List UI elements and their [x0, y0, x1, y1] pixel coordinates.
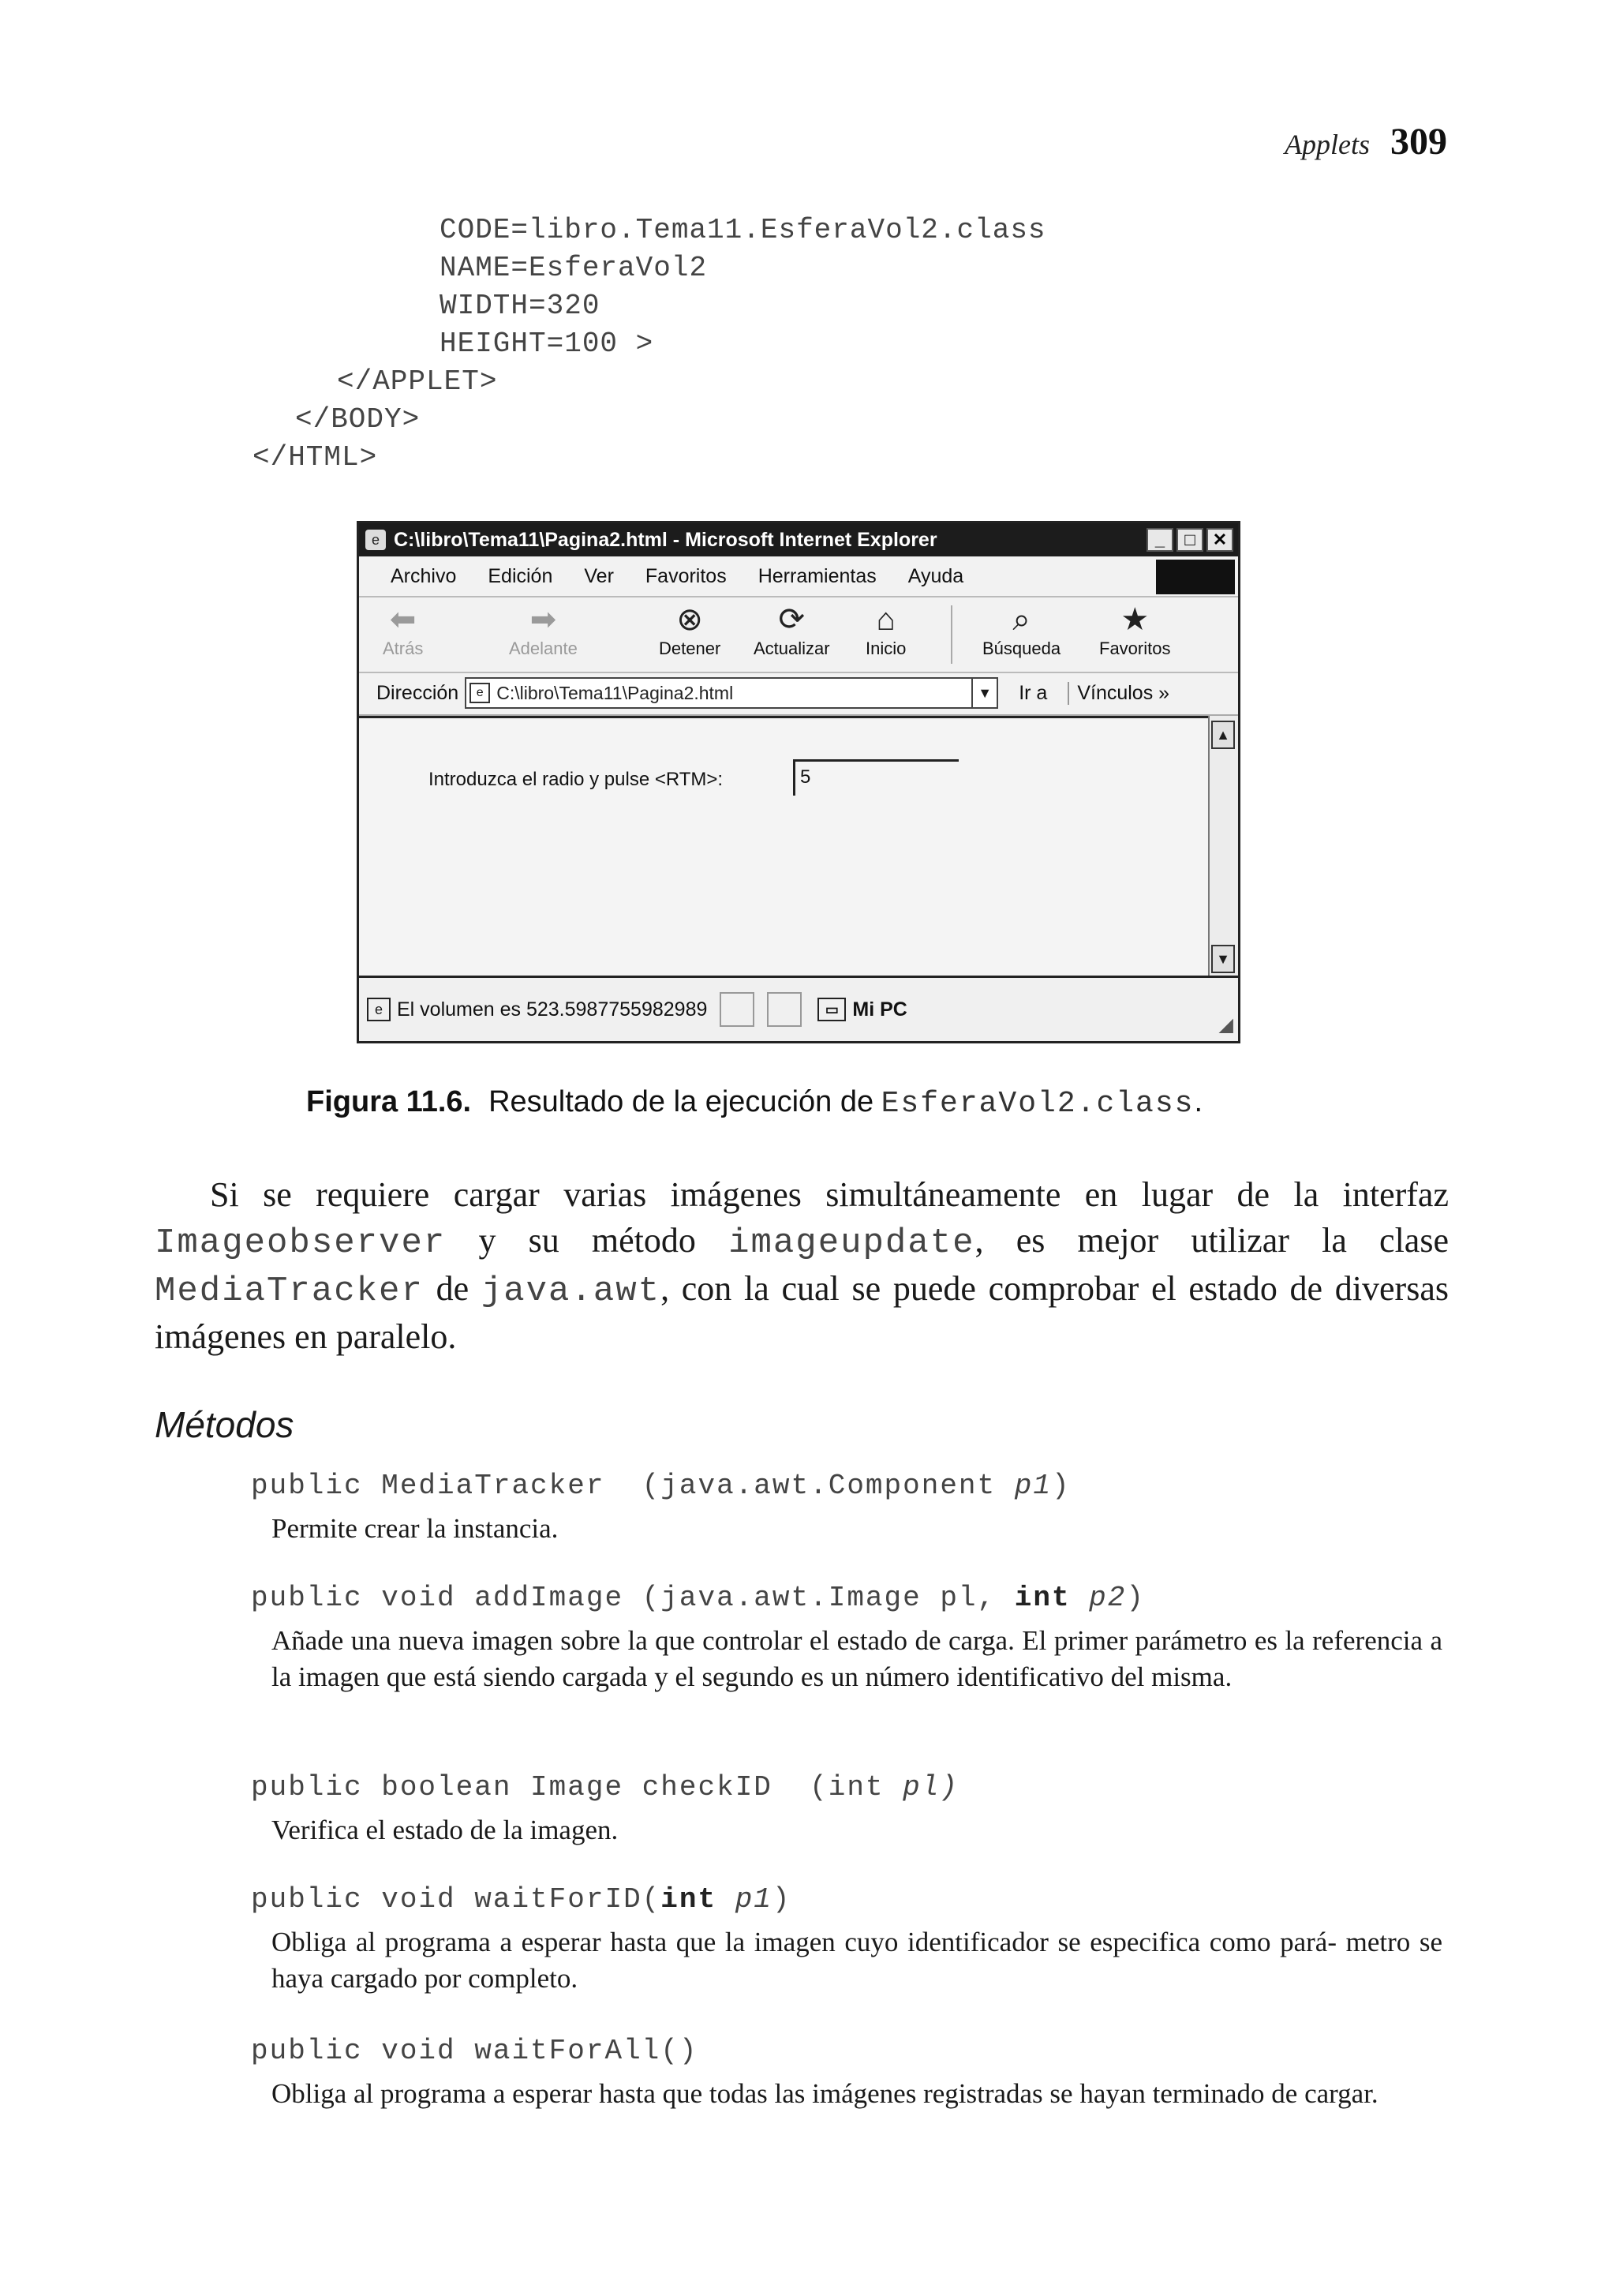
search-label: Búsqueda	[982, 639, 1061, 658]
zone-label: Mi PC	[852, 998, 907, 1021]
computer-icon: ▭	[817, 998, 846, 1021]
code-line: </APPLET>	[337, 365, 498, 398]
signature-text: public void waitForAll()	[251, 2035, 698, 2067]
page-icon: e	[469, 683, 490, 703]
forward-label: Adelante	[509, 639, 578, 658]
scroll-down-icon[interactable]: ▼	[1211, 945, 1235, 973]
page-number: 309	[1390, 121, 1447, 163]
running-title: Applets	[1285, 129, 1370, 160]
signature-text: public MediaTracker (java.awt.Component	[251, 1470, 1015, 1502]
caption-end: .	[1194, 1085, 1203, 1118]
menu-ayuda[interactable]: Ayuda	[907, 564, 964, 587]
method-signature	[251, 1771, 959, 1803]
search-button[interactable]	[982, 601, 1060, 659]
stop-icon: ⊗	[676, 602, 703, 637]
address-bar	[359, 672, 1238, 716]
code-line: HEIGHT=100 >	[440, 328, 654, 360]
favorites-button[interactable]	[1099, 601, 1170, 659]
method-signature	[251, 1470, 1071, 1502]
method-description: Añade una nueva imagen sobre la que controlar el estado de carga. El primer parámetro es la referencia a la imagen que está siendo cargada y el segundo es un número identificativo del misma.	[271, 1625, 1442, 1692]
signature-param: p1	[1014, 1470, 1052, 1502]
menu-archivo[interactable]: Archivo	[391, 564, 457, 587]
menu-ver[interactable]: Ver	[584, 564, 614, 587]
paragraph-text: de	[423, 1269, 481, 1308]
favorites-label: Favoritos	[1099, 639, 1171, 658]
window-titlebar	[359, 523, 1238, 556]
address-value: C:\libro\Tema11\Pagina2.html	[496, 682, 734, 703]
refresh-label: Actualizar	[754, 639, 830, 658]
menu-edicion[interactable]: Edición	[488, 564, 553, 587]
back-arrow-icon: ⬅	[389, 602, 417, 637]
browser-window-screenshot	[357, 521, 1240, 1043]
signature-text: )	[772, 1883, 791, 1916]
forward-arrow-icon: ➡	[529, 602, 557, 637]
back-button[interactable]	[383, 601, 423, 659]
stop-button[interactable]	[659, 601, 720, 659]
close-icon[interactable]: ✕	[1206, 528, 1233, 552]
section-heading: Métodos	[155, 1404, 294, 1445]
menu-bar	[359, 556, 1238, 597]
signature-text: public void waitForID(	[251, 1883, 661, 1916]
paragraph-text: , es mejor utilizar la clase	[974, 1221, 1449, 1260]
page-content	[359, 716, 1210, 979]
signature-text: public boolean Image checkID (int	[251, 1771, 903, 1803]
home-label: Inicio	[866, 639, 907, 658]
inline-code: imageupdate	[728, 1223, 975, 1263]
go-button[interactable]: Ir a	[1019, 681, 1048, 704]
menu-favoritos[interactable]: Favoritos	[645, 564, 727, 587]
code-line: WIDTH=320	[440, 290, 600, 322]
paragraph-text: , con la cual se puede comprobar el estado de diversas imágenes en paralelo.	[155, 1269, 1449, 1356]
address-label: Dirección	[376, 681, 459, 704]
method-description: Obliga al programa a esperar hasta que todas las imágenes registradas se hayan terminado de cargar.	[271, 2078, 1378, 2109]
window-title: C:\libro\Tema11\Pagina2.html - Microsoft Internet Explorer	[394, 528, 937, 551]
security-zone	[817, 998, 907, 1021]
home-icon: ⌂	[876, 602, 896, 637]
signature-param: p1	[716, 1883, 772, 1916]
signature-keyword: int	[660, 1883, 717, 1916]
resize-grip-icon[interactable]: ◢	[1218, 1014, 1233, 1036]
address-input[interactable]	[465, 677, 998, 709]
window-controls	[1147, 528, 1233, 552]
refresh-button[interactable]	[754, 601, 830, 659]
back-label: Atrás	[383, 639, 424, 658]
search-icon: ⌕	[1012, 602, 1031, 637]
signature-text: )	[1051, 1470, 1071, 1502]
scroll-up-icon[interactable]: ▲	[1211, 721, 1235, 749]
radius-input[interactable]: 5	[793, 759, 959, 796]
status-text: El volumen es 523.5987755982989	[397, 998, 708, 1021]
toolbar	[359, 597, 1238, 673]
method-signature	[251, 1883, 791, 1916]
running-head	[1285, 120, 1447, 163]
ie-logo-icon: e	[365, 530, 386, 550]
paragraph-text: y su método	[446, 1221, 729, 1260]
signature-param: p2	[1070, 1582, 1127, 1614]
links-button[interactable]: Vínculos »	[1068, 682, 1169, 705]
code-line: </HTML>	[252, 441, 378, 474]
menu-herramientas[interactable]: Herramientas	[758, 564, 877, 587]
paragraph-text: Si se requiere cargar varias imágenes simultáneamente en lugar de la interfaz	[210, 1175, 1449, 1214]
favorites-folder-icon: ★	[1120, 602, 1150, 637]
minimize-icon[interactable]: _	[1147, 528, 1173, 552]
method-signature	[251, 1582, 1145, 1614]
body-paragraph	[155, 1172, 1449, 1360]
forward-button[interactable]	[509, 601, 578, 659]
signature-keyword: int	[1014, 1582, 1071, 1614]
inline-code: Imageobserver	[155, 1223, 447, 1263]
caption-label: Figura 11.6.	[306, 1085, 472, 1118]
status-bar	[359, 976, 1238, 1041]
figure-caption	[306, 1084, 1203, 1121]
method-description: Verifica el estado de la imagen.	[271, 1815, 619, 1845]
code-line: NAME=EsferaVol2	[440, 252, 708, 284]
refresh-icon: ⟳	[778, 602, 806, 637]
chevron-down-icon[interactable]: ▼	[971, 679, 997, 707]
home-button[interactable]	[866, 601, 906, 659]
method-signature	[251, 2035, 698, 2067]
caption-code: EsferaVol2.class	[881, 1087, 1195, 1121]
stop-label: Detener	[659, 639, 721, 658]
caption-text: Resultado de la ejecución de	[488, 1085, 874, 1118]
vertical-scrollbar[interactable]	[1208, 716, 1238, 976]
maximize-icon[interactable]: □	[1176, 528, 1203, 552]
applet-prompt: Introduzca el radio y pulse <RTM>:	[428, 769, 724, 790]
method-description: Permite crear la instancia.	[271, 1513, 559, 1544]
signature-param: pl)	[903, 1771, 959, 1803]
windows-throbber-icon	[1156, 560, 1235, 594]
signature-text: public void addImage (java.awt.Image pl,	[251, 1582, 1015, 1614]
toolbar-separator	[951, 605, 952, 664]
inline-code: MediaTracker	[155, 1272, 424, 1311]
code-line: CODE=libro.Tema11.EsferaVol2.class	[440, 214, 1046, 246]
inline-code: java.awt	[481, 1272, 661, 1311]
code-line: </BODY>	[295, 403, 421, 436]
signature-text: )	[1126, 1582, 1145, 1614]
status-pane	[720, 992, 754, 1027]
status-page-icon: e	[367, 998, 391, 1021]
status-pane	[767, 992, 802, 1027]
method-description: Obliga al programa a esperar hasta que la imagen cuyo identificador se especifica como pará- metro se haya cargado por completo.	[271, 1927, 1442, 1994]
